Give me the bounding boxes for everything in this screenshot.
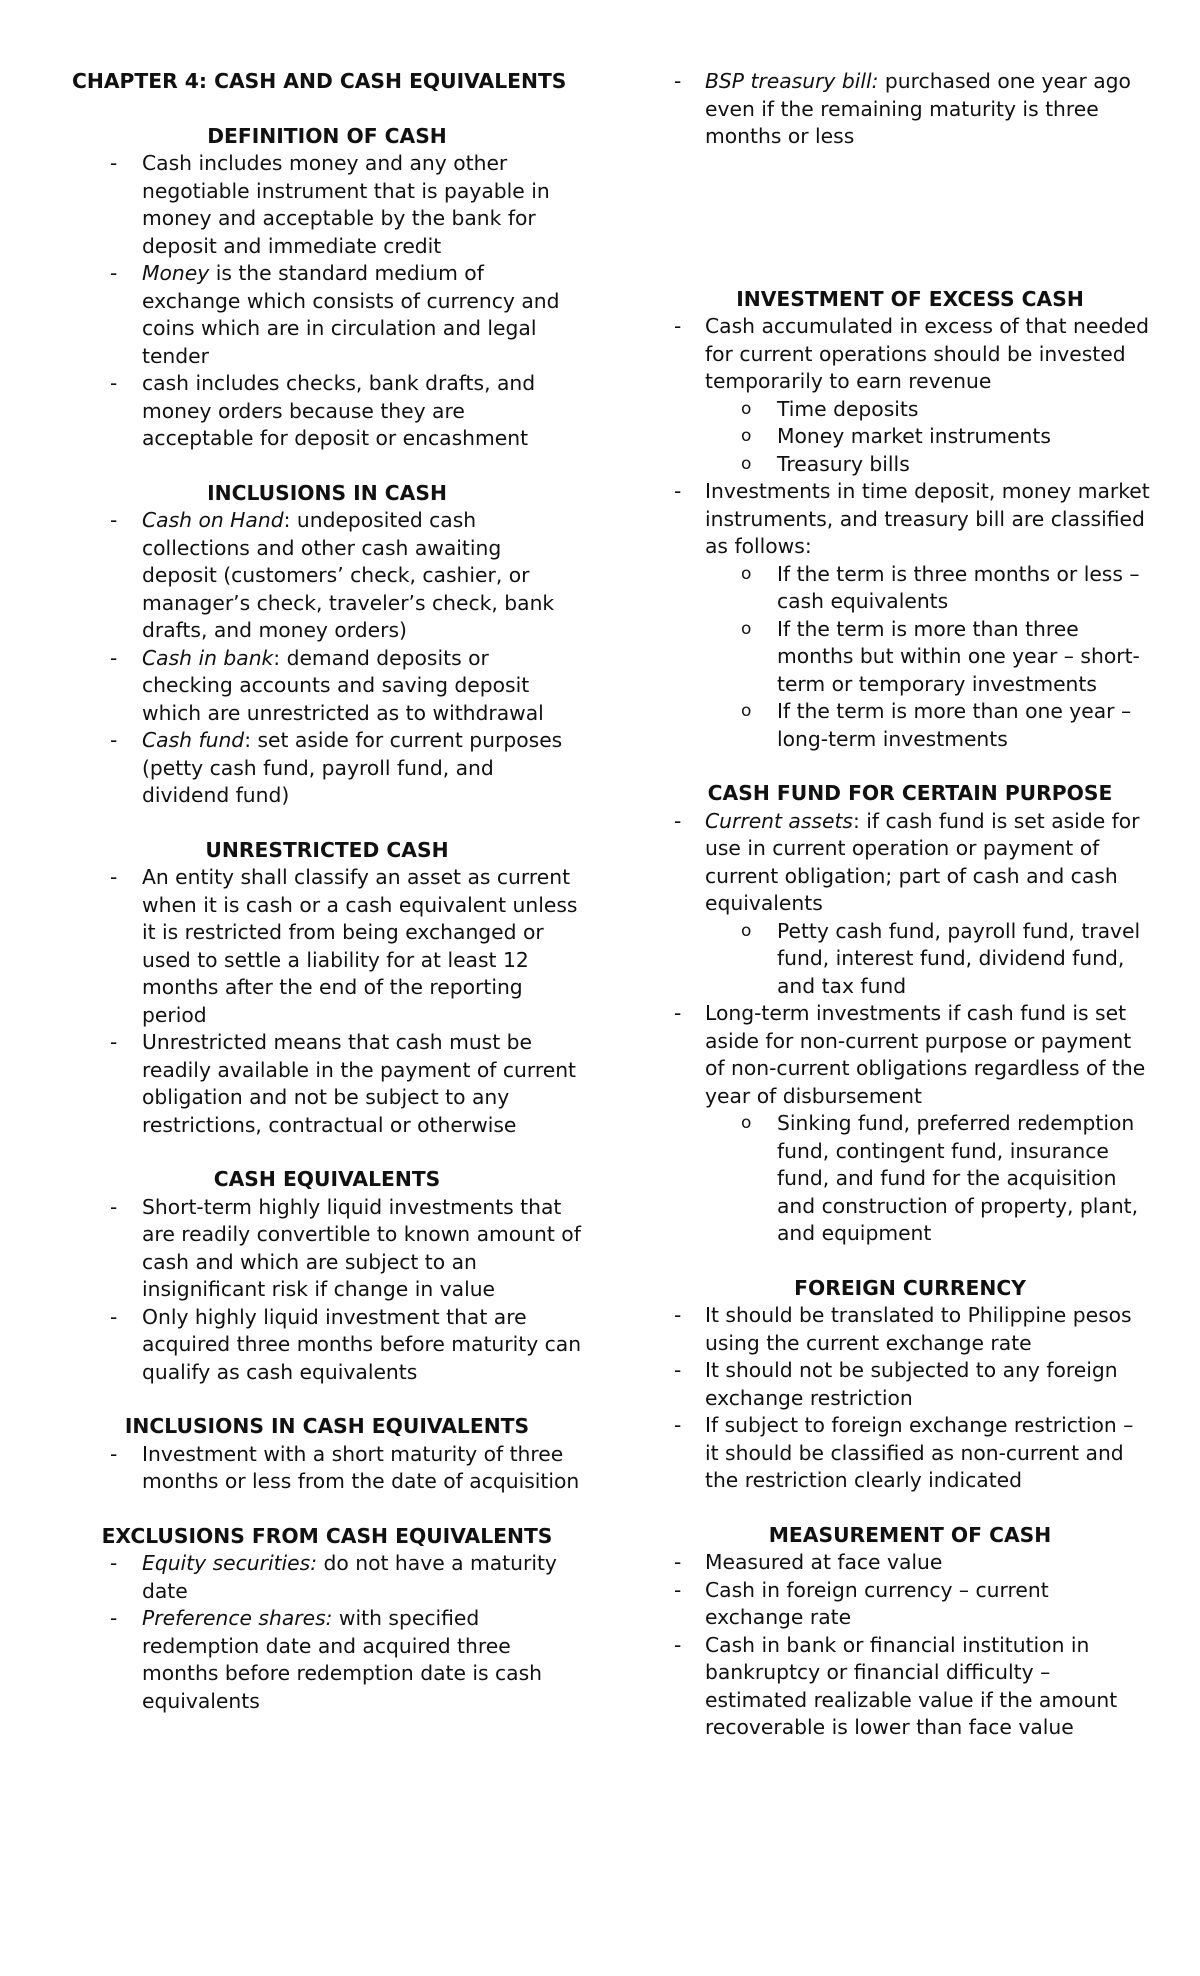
inclusions-eq-list — [72, 1441, 582, 1496]
list-item: - Cash in foreign currency – current exchange rate — [669, 1577, 1151, 1632]
heading-foreign-currency: FOREIGN CURRENCY — [794, 1275, 1026, 1300]
exclusions-eq-list-continued — [669, 68, 1151, 151]
list-item: - Investment with a short maturity of three months or less from the date of acquisition — [72, 1441, 582, 1496]
list-item: - Unrestricted means that cash must be readily available in the payment of current obligation and not be subject to any restrictions, contractual or otherwise — [72, 1029, 582, 1139]
list-item: - Long-term investments if cash fund is set aside for non-current purpose or payment of non-current obligations regardless of the year of disbursement o Sinking fund, preferred redemption fund, contingent fund, insurance fund, and fund for the acquisition and construction of property, plant, and equipment — [669, 1000, 1151, 1248]
sub-list-item: o Time deposits — [705, 396, 1151, 424]
heading-unrestricted: UNRESTRICTED CASH — [205, 837, 449, 862]
page-title: CHAPTER 4: CASH AND CASH EQUIVALENTS — [72, 69, 567, 93]
left-column — [72, 68, 582, 1715]
heading-measurement: MEASUREMENT OF CASH — [768, 1522, 1052, 1547]
list-item: - An entity shall classify an asset as current when it is cash or a cash equivalent unless it is restricted from being exchanged or used to settle a liability for at least 12 months after the end of the reporting period — [72, 864, 582, 1029]
unrestricted-list — [72, 864, 582, 1139]
heading-inclusions-equivalents: INCLUSIONS IN CASH EQUIVALENTS — [124, 1414, 530, 1438]
heading-inclusions-cash: INCLUSIONS IN CASH — [207, 480, 447, 505]
sub-list-item: o If the term is three months or less – cash equivalents — [705, 561, 1151, 616]
definition-list — [72, 150, 582, 453]
list-item: - If subject to foreign exchange restriction – it should be classified as non-current and the restriction clearly indicated — [669, 1412, 1151, 1495]
inclusions-cash-list — [72, 507, 582, 810]
sub-list-item: o Treasury bills — [705, 451, 1151, 479]
list-item: - Preference shares: with specified redemption date and acquired three months before redemption date is cash equivalents — [72, 1605, 582, 1715]
sub-list — [705, 918, 1151, 1001]
list-item: - Cash fund: set aside for current purposes (petty cash fund, payroll fund, and dividend fund) — [72, 727, 582, 810]
cash-fund-list — [669, 808, 1151, 1248]
measurement-list — [669, 1549, 1151, 1742]
heading-exclusions-equivalents: EXCLUSIONS FROM CASH EQUIVALENTS — [101, 1523, 553, 1548]
list-item: - Money is the standard medium of exchange which consists of currency and coins which are in circulation and legal tender — [72, 260, 582, 370]
sub-list-item: o If the term is more than one year – long-term investments — [705, 698, 1151, 753]
list-item: - Measured at face value — [669, 1549, 1151, 1577]
heading-investment: INVESTMENT OF EXCESS CASH — [736, 286, 1084, 311]
right-column — [669, 68, 1151, 1742]
equivalents-list — [72, 1194, 582, 1387]
list-item: - Equity securities: do not have a maturity date — [72, 1550, 582, 1605]
list-item: - BSP treasury bill: purchased one year ago even if the remaining maturity is three months or less — [669, 68, 1151, 151]
heading-cash-equivalents: CASH EQUIVALENTS — [213, 1167, 441, 1191]
sub-list-item: o If the term is more than three months but within one year – short-term or temporary investments — [705, 616, 1151, 699]
investment-list — [669, 313, 1151, 753]
list-item: - Cash accumulated in excess of that needed for current operations should be invested temporarily to earn revenue o Time deposits o Money market instruments o Treasury bills — [669, 313, 1151, 478]
heading-cash-fund: CASH FUND FOR CERTAIN PURPOSE — [707, 781, 1113, 805]
list-item: - Cash in bank: demand deposits or checking accounts and saving deposit which are unrestricted as to withdrawal — [72, 645, 582, 728]
list-item: - Cash on Hand: undeposited cash collections and other cash awaiting deposit (customers’ check, cashier, or manager’s check, traveler’s check, bank drafts, and money orders) — [72, 507, 582, 645]
list-item: - cash includes checks, bank drafts, and money orders because they are acceptable for deposit or encashment — [72, 370, 582, 453]
list-item: - Cash in bank or financial institution in bankruptcy or financial difficulty – estimated realizable value if the amount recoverable is lower than face value — [669, 1632, 1151, 1742]
list-item: - It should be translated to Philippine pesos using the current exchange rate — [669, 1302, 1151, 1357]
foreign-list — [669, 1302, 1151, 1495]
list-item: - Cash includes money and any other negotiable instrument that is payable in money and acceptable by the bank for deposit and immediate credit — [72, 150, 582, 260]
list-item: - Only highly liquid investment that are acquired three months before maturity can qualify as cash equivalents — [72, 1304, 582, 1387]
sub-list — [705, 396, 1151, 479]
list-item: - Short-term highly liquid investments that are readily convertible to known amount of cash and which are subject to an insignificant risk if change in value — [72, 1194, 582, 1304]
sub-list-item: o Petty cash fund, payroll fund, travel fund, interest fund, dividend fund, and tax fund — [705, 918, 1151, 1001]
heading-definition: DEFINITION OF CASH — [207, 123, 447, 148]
sub-list-item: o Sinking fund, preferred redemption fund, contingent fund, insurance fund, and fund for the acquisition and construction of property, plant, and equipment — [705, 1110, 1151, 1248]
sub-list-item: o Money market instruments — [705, 423, 1151, 451]
list-item: - Investments in time deposit, money market instruments, and treasury bill are classified as follows: o If the term is three months or less – cash equivalents o If the term is more than three months but within one year – short-term or temporary investments o If the term is more than one year – long-term investments — [669, 478, 1151, 753]
list-item: - Current assets: if cash fund is set aside for use in current operation or payment of current obligation; part of cash and cash equivalents o Petty cash fund, payroll fund, travel fund, interest fund, dividend fund, and tax fund — [669, 808, 1151, 1001]
sub-list — [705, 561, 1151, 754]
exclusions-eq-list — [72, 1550, 582, 1715]
list-item: - It should not be subjected to any foreign exchange restriction — [669, 1357, 1151, 1412]
sub-list — [705, 1110, 1151, 1248]
